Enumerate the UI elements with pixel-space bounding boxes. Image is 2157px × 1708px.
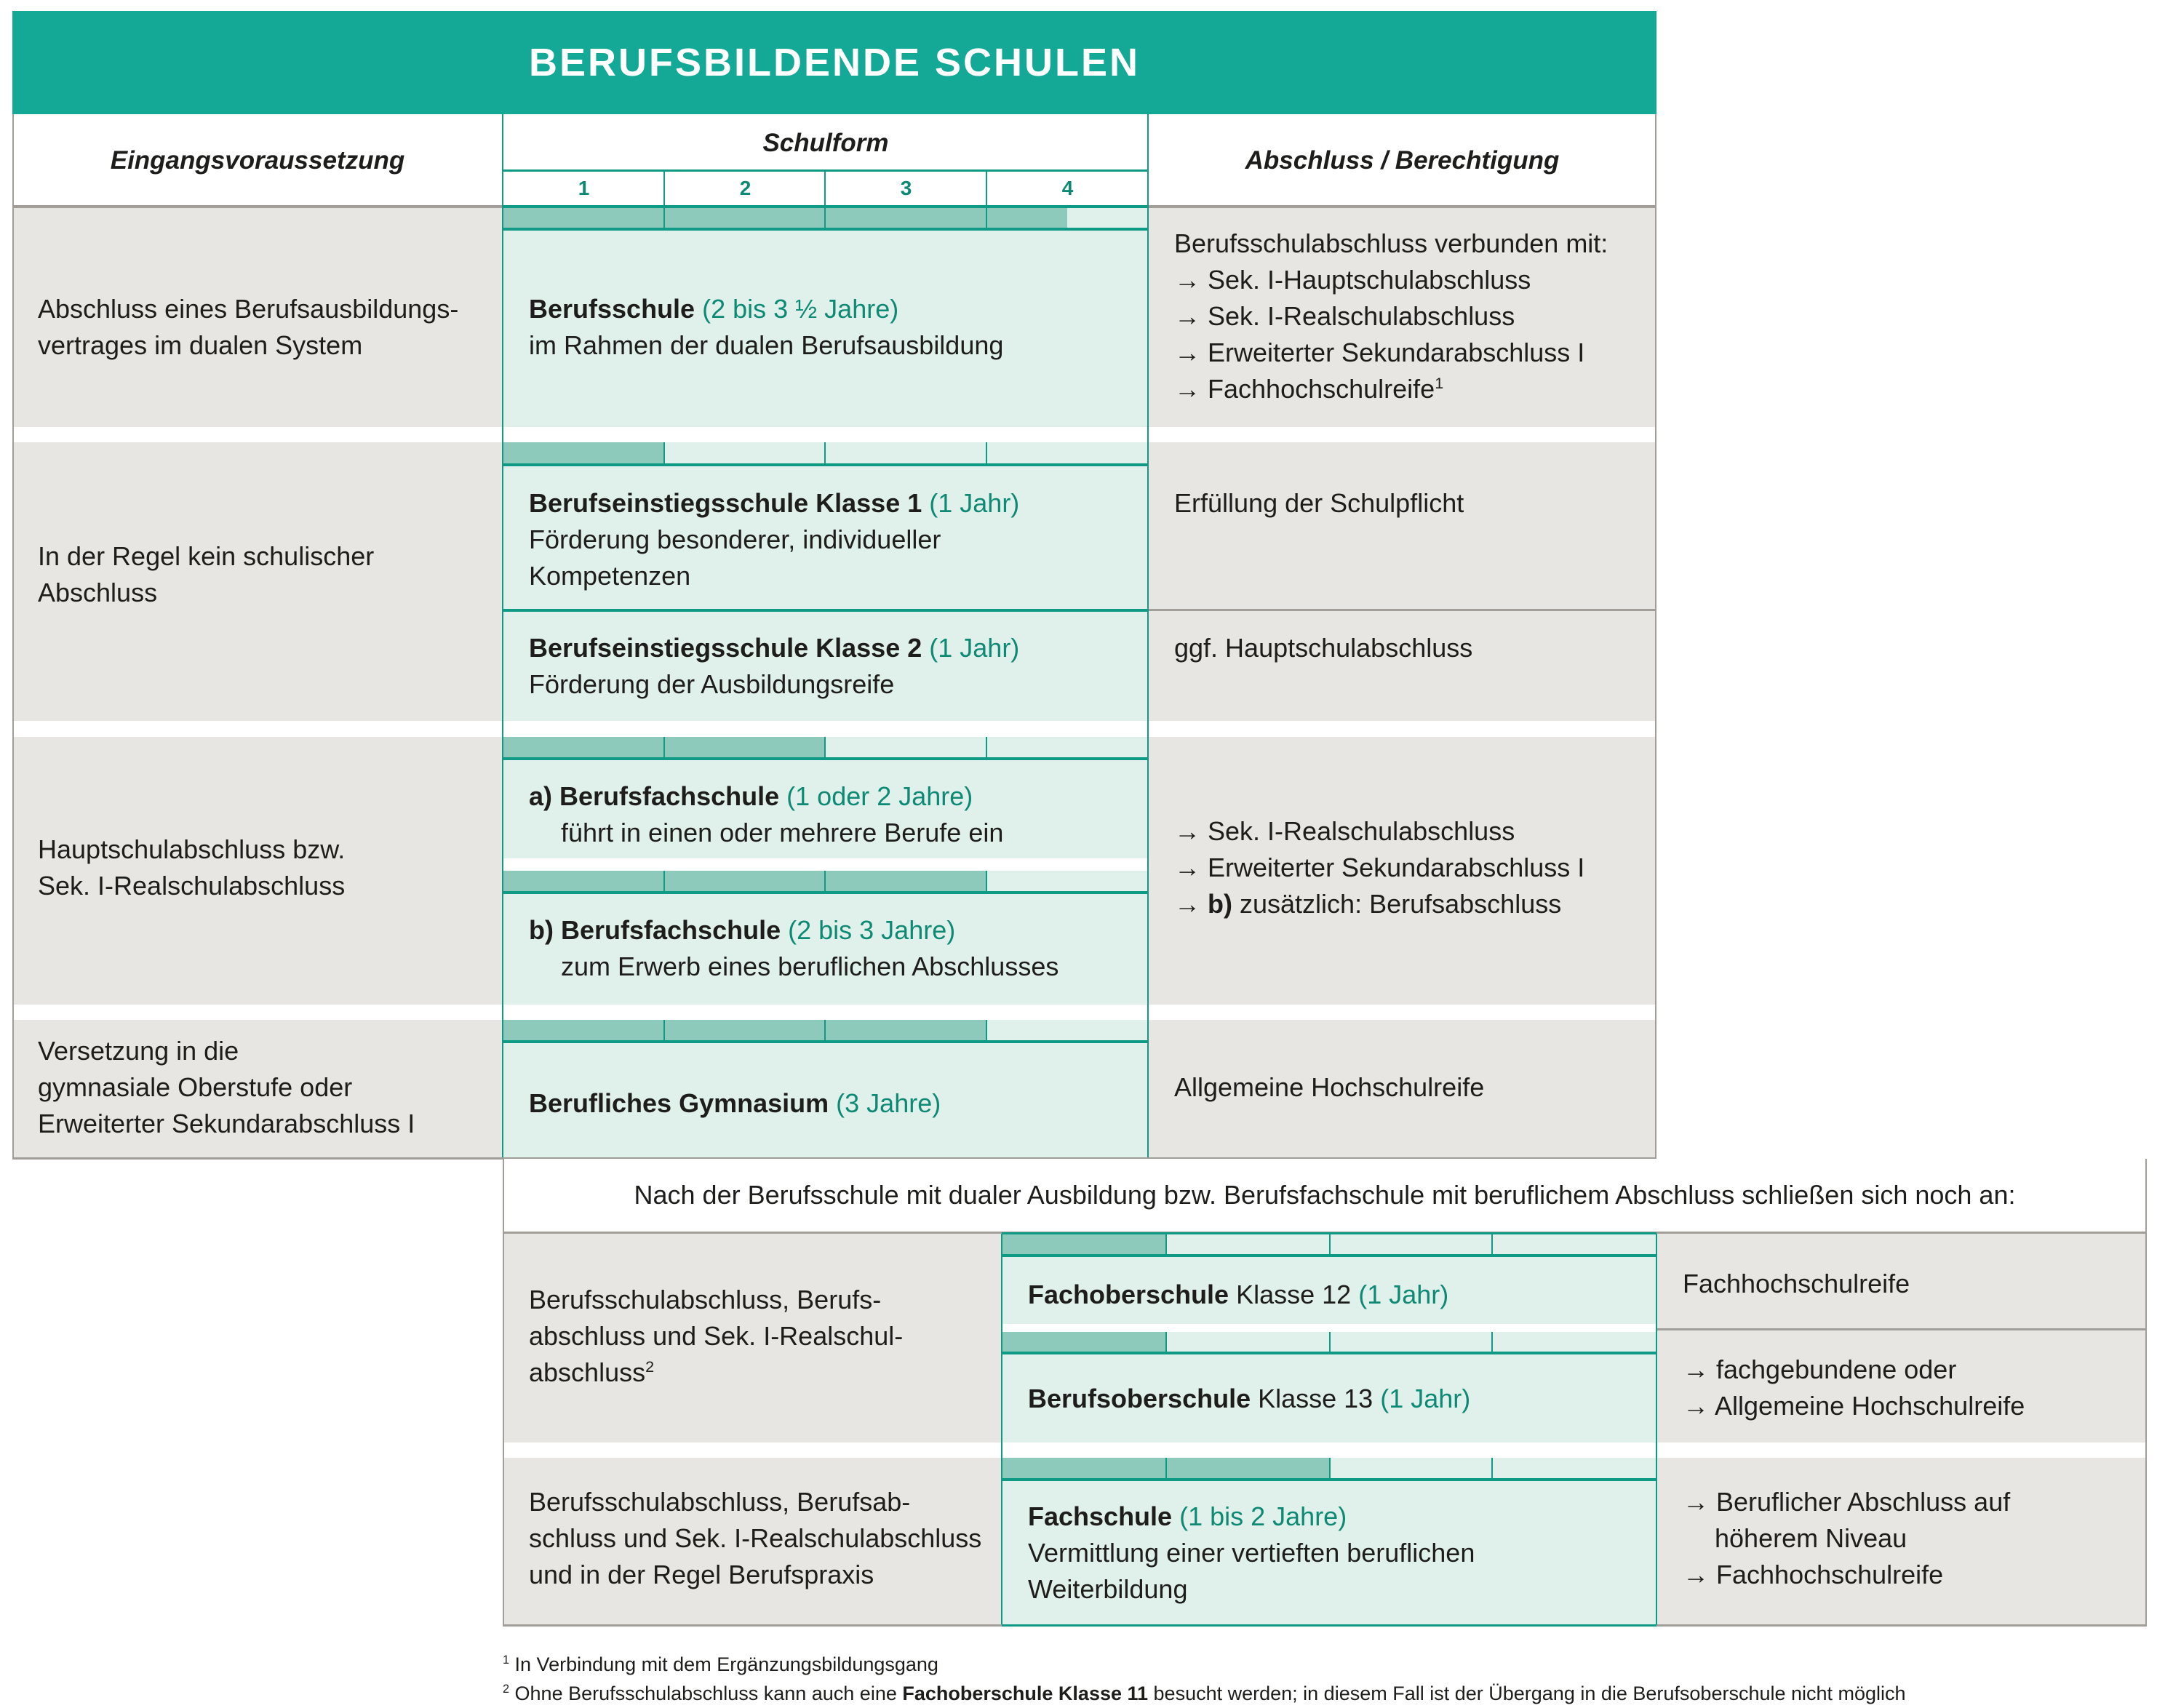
text: Sek. I-Realschulabschluss [1208,301,1515,331]
text [529,485,1140,522]
text: fachgebundene oder [1716,1354,1957,1384]
school-name: Fachschule [1028,1501,1173,1531]
arrow-icon: → [1683,1391,1709,1421]
duration-bar-filled [503,208,1067,228]
text [1683,1557,2134,1593]
divider [503,609,1148,612]
divider [502,1005,503,1021]
school-fachschule [1028,1499,1646,1608]
divider [1002,1478,1656,1481]
divider [1147,207,1149,427]
arrow-icon: → [1174,889,1200,919]
duration-bar-filled [503,871,987,892]
divider [1655,1005,1656,1021]
divider [663,1020,665,1041]
school-description: im Rahmen der dualen Berufsausbildung [529,330,1004,360]
school-name: Berufsfachschule [561,915,781,945]
text: 2 [739,177,751,199]
text: Weiterbildung [1028,1574,1188,1604]
text [1174,886,1654,922]
text: Klasse 12 [1236,1280,1352,1309]
header-school-label: Schulform [762,129,889,157]
divider [1165,1458,1167,1479]
school-duration: (1 bis 2 Jahre) [1179,1501,1347,1531]
arrow-icon: → [1683,1487,1709,1517]
text: In Verbindung mit dem Ergänzungsbildungsgang [514,1653,938,1675]
header-result-label: Abschluss / Berechtigung [1245,146,1560,175]
divider [1001,1234,1002,1442]
school-duration: (2 bis 3 ½ Jahre) [702,294,899,324]
arrow-icon: → [1174,265,1200,295]
divider [986,737,987,758]
school-berufsoberschule [1028,1381,1646,1417]
text [529,291,1140,327]
divider [824,871,826,892]
text [1174,262,1654,298]
text: Versetzung in die [38,1036,239,1066]
text [1683,1388,2134,1424]
text [529,630,1140,666]
text: Hauptschulabschluss bzw. [38,834,346,864]
text: b) [529,915,554,945]
divider [503,463,1148,466]
divider [502,427,503,443]
text [1028,1499,1646,1535]
divider [986,442,987,464]
divider [986,871,987,892]
divider [1491,1234,1493,1255]
divider [663,172,665,207]
header-entry [14,116,501,205]
divider [12,427,14,443]
footnote-2 [503,1679,2154,1708]
divider [663,871,665,892]
divider [824,1020,826,1041]
text [529,912,1140,949]
school-berufsfachschule-b [529,912,1140,985]
divider [1655,427,1656,443]
result-text: ggf. Hauptschulabschluss [1174,633,1473,663]
divider [1002,1352,1656,1354]
entry-requirement [529,1282,994,1391]
text [529,1354,994,1391]
result-text: Allgemeine Hochschulreife [1174,1072,1485,1102]
header-entry-label: Eingangsvoraussetzung [110,146,405,175]
divider [1656,1458,1657,1626]
text: höherem Niveau [1715,1523,1907,1553]
result-list [1174,813,1654,922]
text: Fachhochschulreife [1716,1560,1944,1589]
text: Beruflicher Abschluss auf [1716,1487,2011,1517]
divider [503,891,1148,894]
text: 4 [1061,177,1074,199]
text: gymnasiale Oberstufe oder [38,1072,353,1102]
divider [1002,1254,1656,1257]
school-berufsfachschule-a [529,778,1140,851]
text: vertrages im dualen System [38,330,363,360]
divider [1147,1020,1149,1159]
text [1174,371,1654,407]
divider [986,1020,987,1041]
text: abschluss [529,1357,646,1387]
divider [12,1005,14,1021]
divider [502,721,503,737]
text: Kompetenzen [529,561,691,591]
divider [12,721,14,737]
divider [1491,1332,1493,1352]
text: Sek. I-Hauptschulabschluss [1208,265,1531,295]
school-name: Fachoberschule [1028,1280,1229,1309]
text: schluss und Sek. I-Realschulabschluss [529,1523,982,1553]
entry-requirement [38,291,496,364]
divider [1147,1005,1149,1021]
text: 1 [503,1653,510,1667]
text: Abschluss eines Berufsausbildungs- [38,294,459,324]
text: In der Regel kein schulischer [38,541,375,571]
entry-requirement [38,831,496,904]
divider [1165,1234,1167,1255]
divider [502,1020,503,1159]
header-result [1149,116,1655,205]
divider [1165,1332,1167,1352]
result-list [1683,1484,2134,1593]
divider [824,442,826,464]
continuation-intro: Nach der Berufsschule mit dualer Ausbildung bzw. Berufsfachschule mit beruflichem Abschluss schließen sich noch an: [634,1180,2016,1210]
text: 3 [900,177,912,199]
page-title [12,11,1656,114]
text: Allgemeine Hochschulreife [1715,1391,2025,1421]
school-duration: (2 bis 3 Jahre) [788,915,956,945]
text: Berufsschulabschluss, Berufs- [529,1285,882,1314]
text [1174,813,1654,850]
duration-bar-filled [503,442,664,464]
school-berufseinstiegsschule-1 [529,485,1140,594]
text: Förderung besonderer, individueller [529,524,941,554]
text: zusätzlich: Berufsabschluss [1240,889,1562,919]
text: Berufsschulabschluss verbunden mit: [1174,228,1608,258]
entry-requirement [38,1033,496,1142]
text: a) [529,781,553,811]
divider [1491,1458,1493,1479]
school-duration: (1 Jahr) [929,633,1020,663]
arrow-icon: → [1683,1354,1709,1384]
divider [1147,721,1149,737]
school-duration: (3 Jahre) [836,1088,941,1118]
divider [503,228,1148,231]
year-column-3 [826,172,986,205]
text [529,778,1140,815]
result-text: Erfüllung der Schulpflicht [1174,488,1464,518]
school-berufsschule [529,291,1140,364]
arrow-icon: → [1174,374,1200,404]
year-column-2 [665,172,826,205]
school-duration: (1 Jahr) [1380,1384,1471,1413]
divider [1149,609,1656,611]
result-cell [1149,442,1656,721]
text: b) [1208,889,1232,919]
divider [663,208,665,228]
text: Ohne Berufsschulabschluss kann auch eine [514,1683,903,1704]
school-name: Berufsoberschule [1028,1384,1251,1413]
text: Vermittlung einer vertieften beruflichen [1028,1538,1475,1568]
page-title-text: BERUFSBILDENDE SCHULEN [528,41,1141,84]
footnote-1 [503,1650,2154,1679]
footnote-marker: 2 [645,1357,655,1376]
text: Erweiterter Sekundarabschluss I [38,1109,415,1138]
school-name: Berufseinstiegsschule Klasse 2 [529,633,922,663]
spacer [503,858,1148,871]
divider [824,208,826,228]
school-name: Berufsschule [529,294,695,324]
text: Klasse 13 [1258,1384,1373,1413]
divider [1147,442,1149,721]
text: 2 [503,1683,510,1696]
divider [503,757,1148,760]
text: Berufsschulabschluss, Berufsab- [529,1487,911,1517]
arrow-icon: → [1683,1560,1709,1589]
text [1174,335,1654,371]
footnote-marker: 1 [1435,374,1444,392]
school-description: führt in einen oder mehrere Berufe ein [561,818,1004,847]
divider [502,442,503,721]
year-column-4 [987,172,1148,205]
divider [1655,721,1656,737]
text: Fachoberschule Klasse 11 [902,1683,1149,1704]
divider [1147,427,1149,443]
text [1174,298,1654,335]
continuation-intro-row [503,1159,2147,1233]
divider [1001,1442,1002,1458]
divider [663,737,665,758]
divider [986,172,987,207]
divider [2145,1442,2147,1458]
text: Sek. I-Realschulabschluss [1208,816,1515,846]
divider [1656,1442,1657,1458]
text: Fachhochschulreife [1208,374,1435,404]
text: Erweiterter Sekundarabschluss I [1208,853,1585,882]
school-name: Berufseinstiegsschule Klasse 1 [529,488,922,518]
text: Abschluss [38,578,158,607]
school-fachoberschule [1028,1277,1646,1313]
text [1683,1484,2134,1520]
school-name: Berufliches Gymnasium [529,1088,829,1118]
school-duration: (1 oder 2 Jahre) [786,781,973,811]
divider [1329,1332,1331,1352]
spacer [1002,1324,1656,1332]
text [1683,1352,2134,1388]
divider [1657,1328,2147,1330]
text: 1 [578,177,590,199]
divider [503,1442,504,1458]
divider [1656,1234,1657,1442]
text [1174,850,1654,886]
divider [1329,1234,1331,1255]
duration-bar-filled [1002,1234,1166,1255]
text: und in der Regel Berufspraxis [529,1560,874,1589]
arrow-icon: → [1174,338,1200,367]
divider [824,737,826,758]
arrow-icon: → [1174,301,1200,331]
duration-bar-filled [1002,1332,1166,1352]
school-description: Förderung der Ausbildungsreife [529,669,895,699]
divider [1147,737,1149,1005]
duration-bar-filled [503,1020,987,1041]
school-duration: (1 Jahr) [929,488,1020,518]
divider [2145,1159,2147,1233]
school-description: zum Erwerb eines beruflichen Abschlusses [561,951,1059,981]
text: besucht werden; in diesem Fall ist der Übergang in die Berufsoberschule nicht möglich [1148,1683,1906,1704]
school-duration: (1 Jahr) [1358,1280,1449,1309]
divider [503,1040,1148,1043]
result-list [1174,226,1654,407]
divider [1329,1458,1331,1479]
divider [502,737,503,1005]
school-berufseinstiegsschule-2 [529,630,1140,703]
year-column-1 [503,172,664,205]
text: Sek. I-Realschulabschluss [38,871,346,901]
school-name: Berufsfachschule [559,781,780,811]
divider [663,442,665,464]
text: abschluss und Sek. I-Realschul- [529,1321,904,1351]
arrow-icon: → [1174,853,1200,882]
divider [824,172,826,207]
result-text: Fachhochschulreife [1683,1269,1910,1298]
text: Erweiterter Sekundarabschluss I [1208,338,1585,367]
divider [502,207,503,427]
arrow-icon: → [1174,816,1200,846]
header-school [504,116,1147,170]
divider [986,208,987,228]
school-berufliches-gymnasium [529,1085,1140,1122]
result-list [1683,1352,2134,1424]
entry-requirement [38,538,496,611]
divider [1002,1624,1656,1627]
entry-requirement [529,1484,1002,1593]
